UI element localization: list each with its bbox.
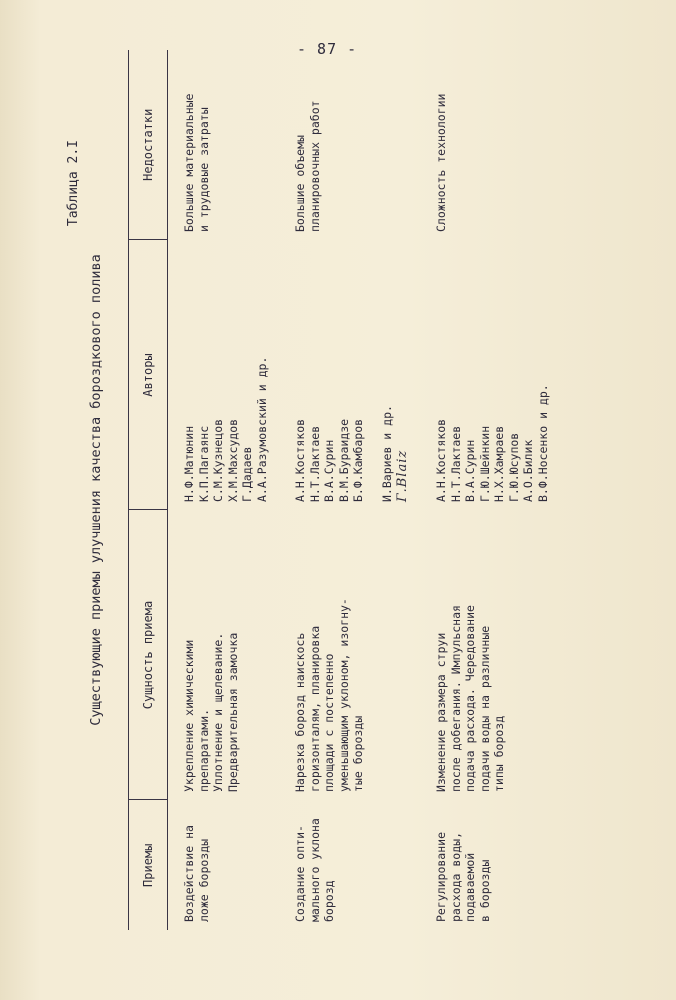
table-number: Таблица 2.I	[66, 140, 81, 227]
cell-essence: Нарезка борозд наискось горизонталям, планировка площади с постепенно уменьшающим уклоном, изогну- тые борозды	[293, 598, 365, 792]
cell-drawbacks: Большие материальные и трудовые затраты	[182, 93, 211, 232]
rotated-table-sheet	[58, 50, 618, 930]
authors-extra: И.Вариев и др.	[380, 405, 394, 502]
cell-method: Воздействие на ложе борозды	[182, 825, 211, 922]
table-row	[420, 50, 560, 930]
authors-list: Н.Ф.Матюнин К.П.Пагаянс С.М.Кузнецов Х.М.Махсудов Г.Дадаев А.А.Разумовский и др.	[182, 356, 269, 502]
table-header-row	[129, 50, 168, 930]
authors-list: А.Н.Костяков Н.Т.Лактаев В.А.Сурин Г.Ю.Шейнкин Н.Х.Хамраев Г.Ю.Юсупов А.О.Билик В.Ф.Носенко и др.	[434, 384, 550, 502]
cell-drawbacks: Большие объемы планировочных работ	[293, 100, 322, 232]
methods-table	[128, 50, 560, 930]
cell-drawbacks: Сложность технологии	[434, 93, 448, 232]
handwritten-note: Г.Вlаiz	[394, 449, 410, 502]
table-row	[168, 50, 280, 930]
column-header-drawbacks: Недостатки	[129, 50, 168, 240]
cell-method: Создание опти- мального уклона борозд	[293, 818, 336, 922]
column-header-essence: Сущность приема	[129, 510, 168, 800]
cell-authors	[420, 240, 560, 510]
authors-list: А.Н.Костяков Н.Т.Лактаев В.А.Сурин В.М.Бураидзе Б.Ф.Камбаров	[293, 418, 365, 502]
column-header-methods: Приемы	[129, 800, 168, 930]
cell-method: Регулирование расхода воды, подаваемой в борозды	[434, 831, 492, 922]
cell-essence: Изменение размера струи после добегания. Импульсная подача расхода. Чередование подачи воды на различные типы борозд	[434, 605, 506, 792]
table-title: Существующие приемы улучшения качества бороздкового полива	[88, 254, 104, 726]
table-row	[279, 50, 420, 930]
column-header-authors: Авторы	[129, 240, 168, 510]
page-number: - 87 -	[297, 40, 358, 58]
cell-authors	[279, 240, 420, 510]
cell-essence: Укрепление химическими препаратами. Уплотнение и щелевание. Предварительная замочка	[182, 632, 240, 792]
cell-authors	[168, 240, 280, 510]
